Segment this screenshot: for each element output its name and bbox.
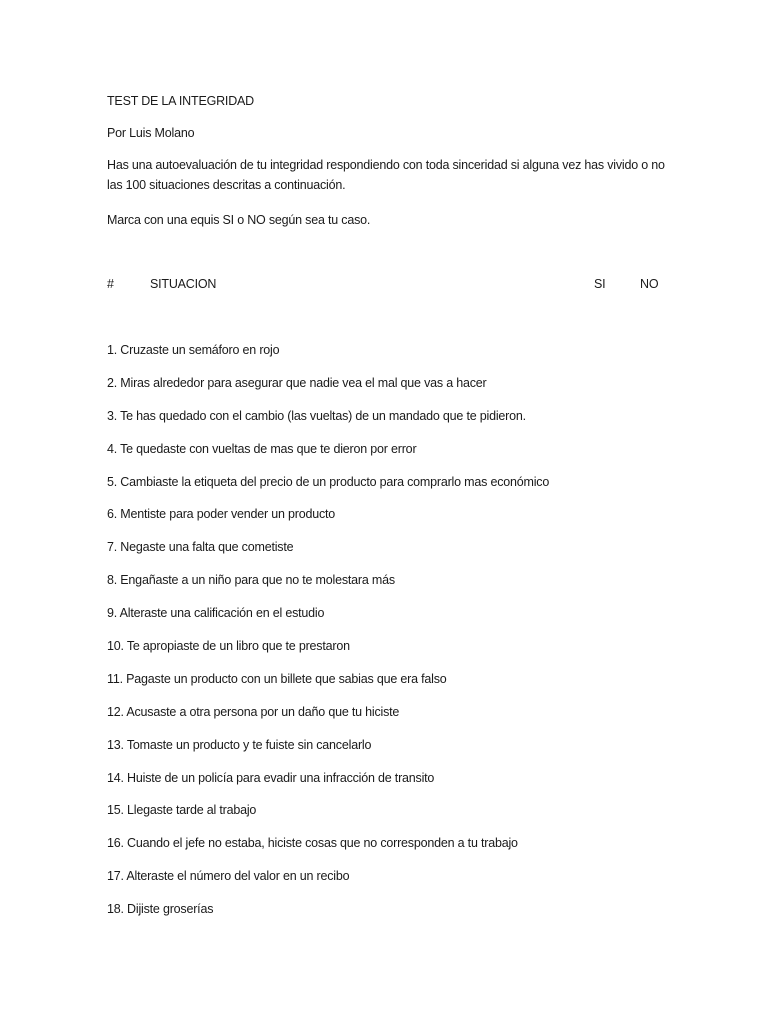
list-item: 10. Te apropiaste de un libro que te prestaron xyxy=(107,639,350,654)
header-no: NO xyxy=(640,277,659,291)
list-item: 1. Cruzaste un semáforo en rojo xyxy=(107,343,280,357)
intro-paragraph: Has una autoevaluación de tu integridad respondiendo con toda sinceridad si alguna vez has vivido o no las 100 situaciones descritas a continuación. xyxy=(107,158,665,192)
instruction-text: Marca con una equis SI o NO según sea tu caso. xyxy=(107,213,371,227)
list-item: 3. Te has quedado con el cambio (las vueltas) de un mandado que te pidieron. xyxy=(107,408,526,423)
list-item: 9. Alteraste una calificación en el estudio xyxy=(107,606,325,621)
situation-list xyxy=(107,340,549,932)
document-author: Por Luis Molano xyxy=(107,126,195,140)
list-item: 8. Engañaste a un niño para que no te molestara más xyxy=(107,573,395,588)
list-item: 12. Acusaste a otra persona por un daño que tu hiciste xyxy=(107,704,400,719)
list-item: 11. Pagaste un producto con un billete que sabias que era falso xyxy=(107,671,447,686)
list-item: 16. Cuando el jefe no estaba, hiciste cosas que no corresponden a tu trabajo xyxy=(107,836,518,851)
list-item: 15. Llegaste tarde al trabajo xyxy=(107,803,257,818)
list-item: 18. Dijiste groserías xyxy=(107,902,214,917)
list-item: 5. Cambiaste la etiqueta del precio de un producto para comprarlo mas económico xyxy=(107,474,550,489)
list-item: 14. Huiste de un policía para evadir una infracción de transito xyxy=(107,770,435,785)
list-item: 4. Te quedaste con vueltas de mas que te dieron por error xyxy=(107,441,417,456)
list-item: 13. Tomaste un producto y te fuiste sin cancelarlo xyxy=(107,737,372,752)
list-item: 6. Mentiste para poder vender un producto xyxy=(107,507,336,522)
list-item: 17. Alteraste el número del valor en un recibo xyxy=(107,869,350,884)
header-situation: SITUACION xyxy=(150,277,217,291)
header-number: # xyxy=(107,277,114,291)
list-item: 2. Miras alrededor para asegurar que nadie vea el mal que vas a hacer xyxy=(107,375,487,390)
list-item: 7. Negaste una falta que cometiste xyxy=(107,540,294,555)
header-yes: SI xyxy=(594,277,606,291)
document-title: TEST DE LA INTEGRIDAD xyxy=(107,94,254,108)
